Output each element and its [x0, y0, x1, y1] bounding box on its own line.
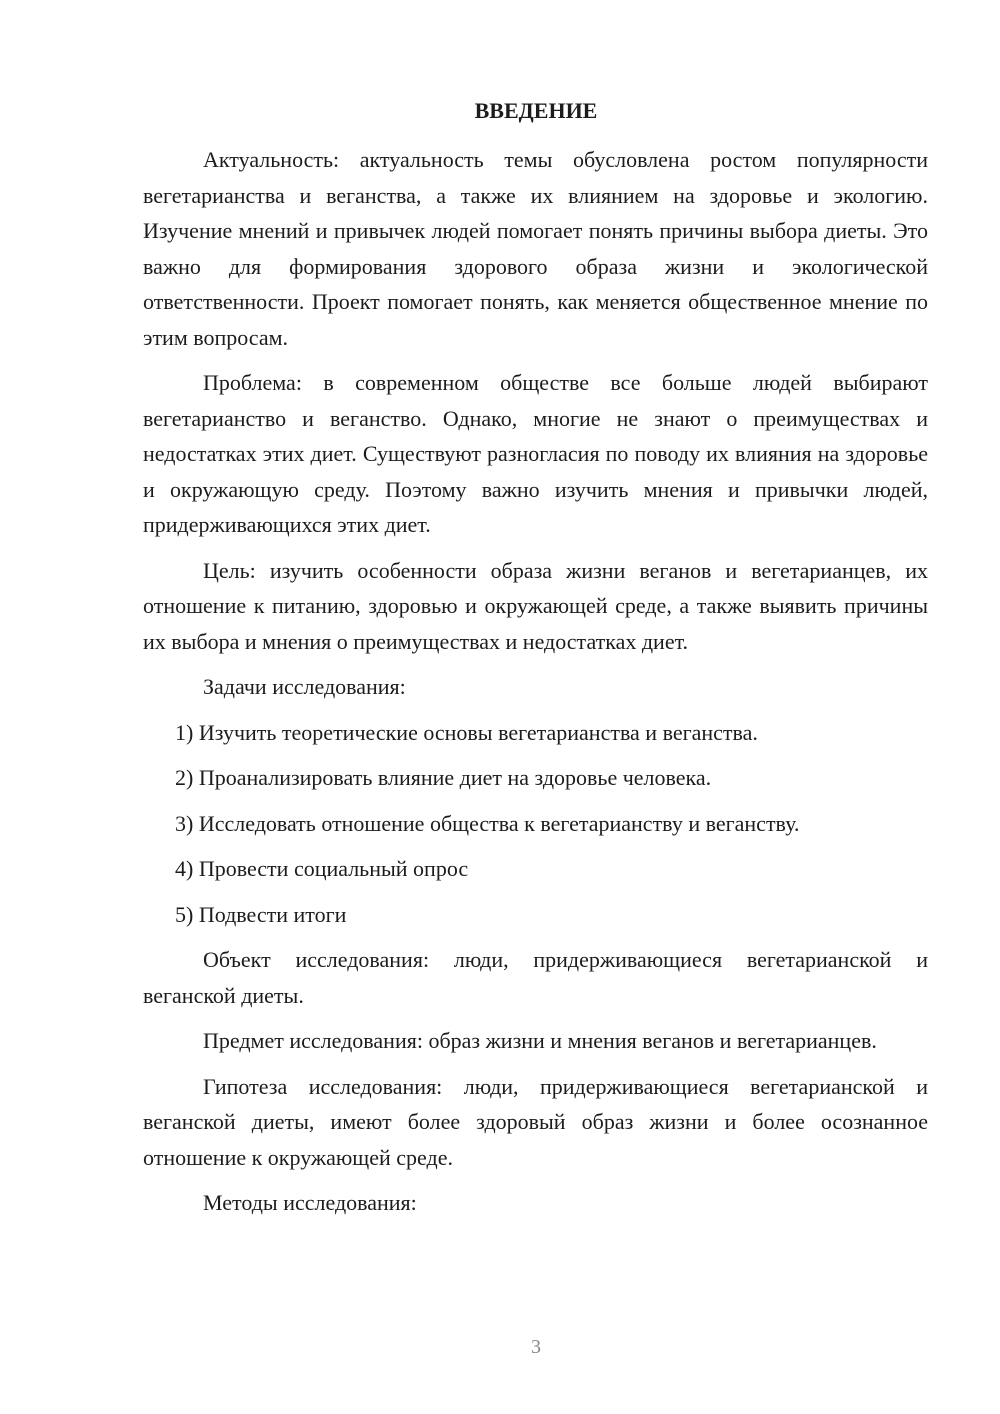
list-item: 4) Провести социальный опрос: [175, 856, 469, 881]
paragraph-tasks-heading: Задачи исследования:: [203, 674, 406, 699]
paragraph-goal: Цель: изучить особенности образа жизни веганов и вегетарианцев, их отношение к питанию, здоровью и окружающей среде, а также выявить причины их выбора и мнения о преимуществах и недостатках диет.: [143, 557, 928, 654]
body-text: [143, 142, 928, 1231]
paragraph-hypothesis: Гипотеза исследования: люди, придерживающиеся вегетарианской и веганской диеты, имеют более здоровый образ жизни и более осознанное отношение к окружающей среде.: [143, 1073, 928, 1170]
paragraph-subject: Предмет исследования: образ жизни и мнения веганов и вегетарианцев.: [203, 1028, 877, 1053]
page-number: 3: [531, 1336, 541, 1358]
list-item: 5) Подвести итоги: [175, 901, 347, 927]
paragraph-problem: Проблема: в современном обществе все больше людей выбирают вегетарианство и веганство. Однако, многие не знают о преимуществах и недостатках этих диет. Существуют разногласия по поводу их влияния на здоровье и окружающую среду. Поэтому важно изучить мнения и привычки людей, придерживающихся этих диет.: [143, 370, 928, 537]
list-item: 2) Проанализировать влияние диет на здоровье человека.: [175, 765, 712, 790]
paragraph-object: Объект исследования: люди, придерживающиеся вегетарианской и веганской диеты.: [143, 947, 928, 1008]
section-title: ВВЕДЕНИЕ: [474, 98, 598, 123]
list-item: 3) Исследовать отношение общества к вегетарианству и веганству.: [175, 810, 800, 836]
tasks-list: [143, 715, 928, 933]
list-item: 1) Изучить теоретические основы вегетарианства и веганства.: [175, 719, 758, 745]
paragraph-methods: Методы исследования:: [203, 1190, 417, 1215]
paragraph-relevance: Актуальность: актуальность темы обусловлена ростом популярности вегетарианства и веганства, а также их влиянием на здоровье и экологию. Изучение мнений и привычек людей помогает понять причины выбора диеты. Это важно для формирования здорового образа жизни и экологической ответственности. Проект помогает понять, как меняется общественное мнение по этим вопросам.: [143, 147, 928, 350]
